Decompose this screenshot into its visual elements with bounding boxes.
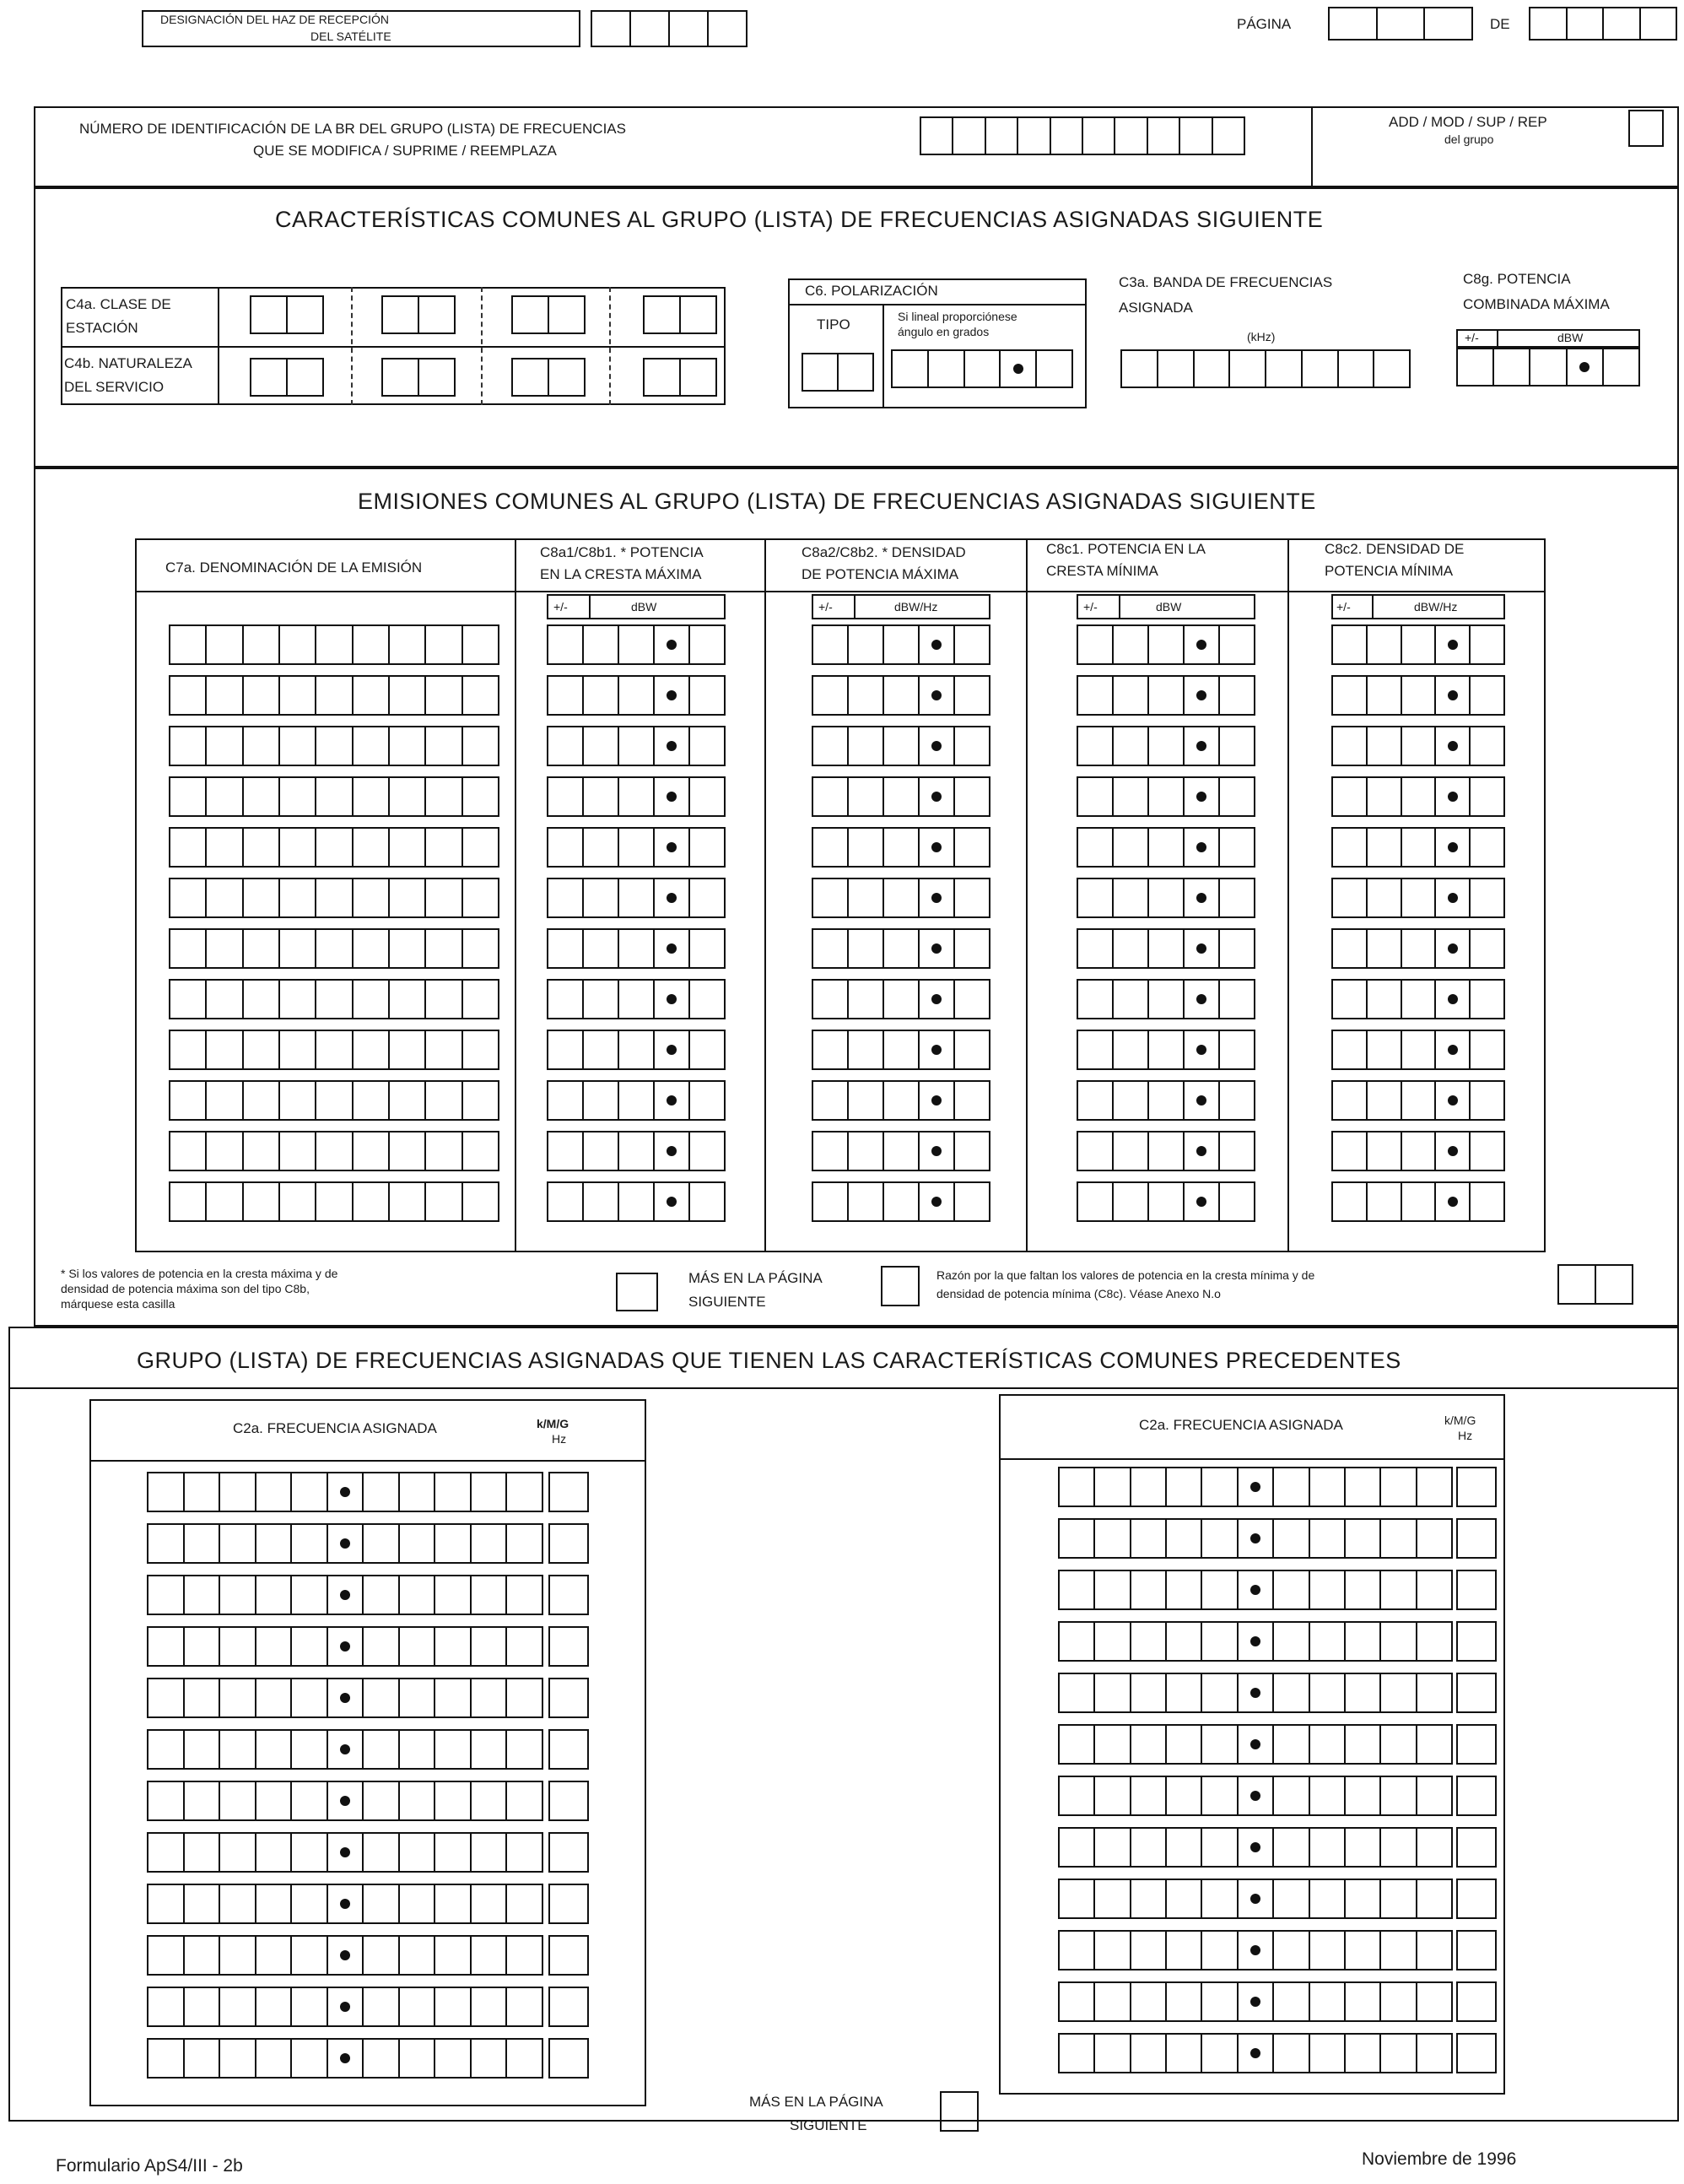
polarization-type-label: TIPO bbox=[817, 316, 850, 332]
emission-designation-field[interactable] bbox=[169, 928, 499, 969]
frequency-unit-field-right[interactable] bbox=[1456, 1776, 1497, 1816]
assigned-frequency-field-left[interactable] bbox=[147, 1832, 543, 1873]
max-peak-power-field[interactable] bbox=[547, 776, 726, 817]
min-peak-power-field[interactable] bbox=[1077, 1131, 1255, 1171]
frequency-unit-right-2: Hz bbox=[1458, 1429, 1473, 1442]
frequency-unit-field-right[interactable] bbox=[1456, 1467, 1497, 1507]
assigned-frequency-field-right[interactable] bbox=[1058, 1673, 1453, 1713]
emission-designation-field[interactable] bbox=[169, 726, 499, 766]
frequency-col-label-left: C2a. FRECUENCIA ASIGNADA bbox=[233, 1420, 437, 1436]
assigned-frequency-field-left[interactable] bbox=[147, 1884, 543, 1924]
modification-id-label-line1: NÚMERO DE IDENTIFICACIÓN DE LA BR DEL GRUPO (LISTA) DE FRECUENCIAS bbox=[79, 121, 626, 137]
page-label: PÁGINA bbox=[1237, 16, 1292, 32]
frequency-unit-field-right[interactable] bbox=[1456, 1724, 1497, 1765]
max-peak-power-field[interactable] bbox=[547, 624, 726, 665]
frequency-band-label-1: C3a. BANDA DE FRECUENCIAS bbox=[1119, 274, 1333, 290]
common-characteristics-title: CARACTERÍSTICAS COMUNES AL GRUPO (LISTA) DE FRECUENCIAS ASIGNADAS SIGUIENTE bbox=[275, 207, 1324, 232]
station-class-field-3[interactable] bbox=[511, 295, 586, 334]
frequency-unit-field-left[interactable] bbox=[548, 1575, 589, 1615]
max-power-density-field[interactable] bbox=[812, 1030, 990, 1070]
assigned-frequency-field-right[interactable] bbox=[1058, 2033, 1453, 2073]
max-power-label-1: C8g. POTENCIA bbox=[1463, 271, 1571, 287]
frequency-unit-field-right[interactable] bbox=[1456, 1827, 1497, 1868]
min-peak-power-field[interactable] bbox=[1077, 928, 1255, 969]
assigned-frequency-field-left[interactable] bbox=[147, 1472, 543, 1512]
unit-sign-col4: +/- bbox=[1083, 600, 1098, 614]
form-date: Noviembre de 1996 bbox=[1362, 2149, 1517, 2169]
frequencies-more-label-1: MÁS EN LA PÁGINA bbox=[749, 2094, 883, 2110]
min-power-density-field[interactable] bbox=[1331, 979, 1505, 1019]
frequency-unit-field-left[interactable] bbox=[548, 1626, 589, 1667]
missing-reason-line2: densidad de potencia mínima (C8c). Véase Anexo N.o bbox=[936, 1287, 1221, 1300]
max-power-density-header-2: DE POTENCIA MÁXIMA bbox=[802, 566, 959, 582]
assigned-frequency-field-right[interactable] bbox=[1058, 1879, 1453, 1919]
min-power-density-field[interactable] bbox=[1331, 726, 1505, 766]
max-peak-power-field[interactable] bbox=[547, 979, 726, 1019]
max-peak-power-field[interactable] bbox=[547, 1080, 726, 1121]
frequency-unit-field-left[interactable] bbox=[548, 1472, 589, 1512]
frequency-unit-field-right[interactable] bbox=[1456, 1518, 1497, 1559]
emission-designation-field[interactable] bbox=[169, 1181, 499, 1222]
emissions-more-label-2: SIGUIENTE bbox=[688, 1294, 766, 1310]
max-power-density-field[interactable] bbox=[812, 675, 990, 716]
c8b-note-line1: * Si los valores de potencia en la cresta máxima y de bbox=[61, 1267, 338, 1280]
frequency-unit-field-left[interactable] bbox=[548, 1523, 589, 1564]
unit-dbwhz-col5: dBW/Hz bbox=[1414, 600, 1458, 614]
min-peak-power-field[interactable] bbox=[1077, 624, 1255, 665]
min-power-density-field[interactable] bbox=[1331, 675, 1505, 716]
assigned-frequency-field-left[interactable] bbox=[147, 1781, 543, 1821]
action-code-sub: del grupo bbox=[1444, 132, 1494, 146]
emission-designation-field[interactable] bbox=[169, 1030, 499, 1070]
emission-designation-field[interactable] bbox=[169, 878, 499, 918]
action-code-field[interactable] bbox=[1628, 110, 1664, 147]
form-id: Formulario ApS4/III - 2b bbox=[56, 2156, 243, 2176]
page-number-field[interactable] bbox=[1328, 7, 1473, 41]
min-power-density-field[interactable] bbox=[1331, 928, 1505, 969]
station-class-label-1: C4a. CLASE DE bbox=[66, 296, 171, 312]
max-peak-power-field[interactable] bbox=[547, 1181, 726, 1222]
max-power-density-field[interactable] bbox=[812, 624, 990, 665]
missing-reason-line1: Razón por la que faltan los valores de potencia en la cresta mínima y de bbox=[936, 1268, 1315, 1282]
frequency-unit-field-right[interactable] bbox=[1456, 2033, 1497, 2073]
max-power-field[interactable] bbox=[1456, 348, 1640, 387]
service-nature-field-3[interactable] bbox=[511, 358, 586, 397]
assigned-frequency-field-right[interactable] bbox=[1058, 1724, 1453, 1765]
frequency-unit-field-left[interactable] bbox=[548, 1781, 589, 1821]
assigned-frequency-field-right[interactable] bbox=[1058, 1981, 1453, 2022]
assigned-frequency-field-left[interactable] bbox=[147, 1523, 543, 1564]
frequency-band-field[interactable] bbox=[1120, 349, 1411, 388]
station-class-label-2: ESTACIÓN bbox=[66, 320, 138, 336]
emission-designation-field[interactable] bbox=[169, 827, 499, 868]
polarization-angle-label-1: Si lineal proporciónese bbox=[898, 310, 1017, 323]
service-nature-field-2[interactable] bbox=[381, 358, 456, 397]
unit-dbw-col4: dBW bbox=[1156, 600, 1182, 614]
max-peak-power-header-2: EN LA CRESTA MÁXIMA bbox=[540, 566, 702, 582]
polarization-label: C6. POLARIZACIÓN bbox=[805, 283, 938, 299]
emissions-title: EMISIONES COMUNES AL GRUPO (LISTA) DE FRECUENCIAS ASIGNADAS SIGUIENTE bbox=[358, 489, 1316, 514]
assigned-frequency-field-left[interactable] bbox=[147, 1626, 543, 1667]
satellite-beam-label-line2: DEL SATÉLITE bbox=[310, 30, 391, 43]
satellite-beam-field[interactable] bbox=[591, 10, 748, 47]
frequency-unit-left-1: k/M/G bbox=[537, 1417, 569, 1430]
frequency-band-unit: (kHz) bbox=[1247, 330, 1276, 343]
c8b-note-line2: densidad de potencia máxima son del tipo C8b, bbox=[61, 1282, 310, 1295]
assigned-frequency-field-right[interactable] bbox=[1058, 1570, 1453, 1610]
assigned-frequency-field-right[interactable] bbox=[1058, 1827, 1453, 1868]
total-pages-field[interactable] bbox=[1529, 7, 1677, 41]
max-power-density-field[interactable] bbox=[812, 979, 990, 1019]
frequency-unit-field-right[interactable] bbox=[1456, 1570, 1497, 1610]
polarization-type-field[interactable] bbox=[802, 353, 874, 392]
min-power-density-field[interactable] bbox=[1331, 1131, 1505, 1171]
frequency-unit-left-2: Hz bbox=[552, 1432, 567, 1446]
frequency-unit-field-left[interactable] bbox=[548, 2038, 589, 2079]
min-peak-power-field[interactable] bbox=[1077, 878, 1255, 918]
max-power-density-field[interactable] bbox=[812, 928, 990, 969]
frequency-unit-field-right[interactable] bbox=[1456, 1673, 1497, 1713]
assigned-frequency-field-left[interactable] bbox=[147, 1575, 543, 1615]
frequency-unit-field-left[interactable] bbox=[548, 1832, 589, 1873]
polarization-angle-field[interactable] bbox=[891, 349, 1073, 388]
of-label: DE bbox=[1490, 16, 1510, 32]
modification-id-field[interactable] bbox=[920, 116, 1245, 155]
max-power-density-field[interactable] bbox=[812, 776, 990, 817]
action-code-label: ADD / MOD / SUP / REP bbox=[1389, 114, 1547, 130]
max-power-density-field[interactable] bbox=[812, 878, 990, 918]
frequency-unit-field-left[interactable] bbox=[548, 1729, 589, 1770]
unit-sign-col5: +/- bbox=[1336, 600, 1351, 614]
frequency-unit-field-right[interactable] bbox=[1456, 1621, 1497, 1662]
service-nature-field-1[interactable] bbox=[250, 358, 324, 397]
max-power-density-field[interactable] bbox=[812, 726, 990, 766]
min-peak-power-field[interactable] bbox=[1077, 1080, 1255, 1121]
service-nature-label-2: DEL SERVICIO bbox=[64, 379, 165, 395]
frequencies-more-label-2: SIGUIENTE bbox=[790, 2117, 867, 2133]
max-peak-power-field[interactable] bbox=[547, 827, 726, 868]
frequency-unit-field-left[interactable] bbox=[548, 1884, 589, 1924]
max-peak-power-header-1: C8a1/C8b1. * POTENCIA bbox=[540, 544, 704, 560]
service-nature-label-1: C4b. NATURALEZA bbox=[64, 355, 192, 371]
station-class-field-1[interactable] bbox=[250, 295, 324, 334]
emissions-more-checkbox[interactable] bbox=[881, 1266, 920, 1306]
satellite-beam-label-line1: DESIGNACIÓN DEL HAZ DE RECEPCIÓN bbox=[160, 13, 389, 26]
frequency-unit-field-right[interactable] bbox=[1456, 1930, 1497, 1970]
min-power-density-field[interactable] bbox=[1331, 1181, 1505, 1222]
max-power-density-field[interactable] bbox=[812, 1131, 990, 1171]
unit-dbw-col2: dBW bbox=[631, 600, 657, 614]
min-power-density-field[interactable] bbox=[1331, 878, 1505, 918]
frequency-unit-right-1: k/M/G bbox=[1444, 1414, 1476, 1427]
assigned-frequency-field-right[interactable] bbox=[1058, 1467, 1453, 1507]
min-peak-power-header-1: C8c1. POTENCIA EN LA bbox=[1046, 541, 1206, 557]
modification-id-label-line2: QUE SE MODIFICA / SUPRIME / REEMPLAZA bbox=[253, 143, 557, 159]
min-peak-power-field[interactable] bbox=[1077, 675, 1255, 716]
max-peak-power-field[interactable] bbox=[547, 1030, 726, 1070]
max-power-label-2: COMBINADA MÁXIMA bbox=[1463, 296, 1610, 312]
unit-sign-col2: +/- bbox=[553, 600, 568, 614]
frequency-unit-field-left[interactable] bbox=[548, 1678, 589, 1718]
unit-dbwhz-col3: dBW/Hz bbox=[894, 600, 938, 614]
max-power-density-header-1: C8a2/C8b2. * DENSIDAD bbox=[802, 544, 966, 560]
min-peak-power-field[interactable] bbox=[1077, 979, 1255, 1019]
emission-designation-field[interactable] bbox=[169, 1131, 499, 1171]
assigned-frequency-field-left[interactable] bbox=[147, 1729, 543, 1770]
min-power-density-header-2: POTENCIA MÍNIMA bbox=[1325, 563, 1454, 579]
max-power-density-field[interactable] bbox=[812, 1181, 990, 1222]
emission-designation-field[interactable] bbox=[169, 776, 499, 817]
min-power-density-field[interactable] bbox=[1331, 1080, 1505, 1121]
emission-designation-field[interactable] bbox=[169, 1080, 499, 1121]
max-peak-power-field[interactable] bbox=[547, 928, 726, 969]
frequencies-title: GRUPO (LISTA) DE FRECUENCIAS ASIGNADAS QUE TIENEN LAS CARACTERÍSTICAS COMUNES PRECEDENTES bbox=[137, 1348, 1401, 1373]
assigned-frequency-field-left[interactable] bbox=[147, 2038, 543, 2079]
frequency-unit-field-left[interactable] bbox=[548, 1987, 589, 2027]
emissions-more-label-1: MÁS EN LA PÁGINA bbox=[688, 1270, 823, 1286]
emission-designation-field[interactable] bbox=[169, 979, 499, 1019]
emission-designation-field[interactable] bbox=[169, 675, 499, 716]
min-peak-power-field[interactable] bbox=[1077, 726, 1255, 766]
max-peak-power-field[interactable] bbox=[547, 1131, 726, 1171]
max-peak-power-field[interactable] bbox=[547, 726, 726, 766]
assigned-frequency-field-left[interactable] bbox=[147, 1987, 543, 2027]
frequency-col-label-right: C2a. FRECUENCIA ASIGNADA bbox=[1139, 1417, 1343, 1433]
min-peak-power-header-2: CRESTA MÍNIMA bbox=[1046, 563, 1158, 579]
max-power-sign: +/- bbox=[1465, 331, 1479, 344]
min-peak-power-field[interactable] bbox=[1077, 1030, 1255, 1070]
max-power-density-field[interactable] bbox=[812, 1080, 990, 1121]
assigned-frequency-field-right[interactable] bbox=[1058, 1518, 1453, 1559]
min-power-density-field[interactable] bbox=[1331, 1030, 1505, 1070]
max-peak-power-field[interactable] bbox=[547, 878, 726, 918]
frequency-band-label-2: ASIGNADA bbox=[1119, 300, 1193, 316]
frequency-unit-field-left[interactable] bbox=[548, 1935, 589, 1976]
min-power-density-field[interactable] bbox=[1331, 827, 1505, 868]
min-peak-power-field[interactable] bbox=[1077, 1181, 1255, 1222]
unit-sign-col3: +/- bbox=[818, 600, 833, 614]
assigned-frequency-field-right[interactable] bbox=[1058, 1930, 1453, 1970]
min-peak-power-field[interactable] bbox=[1077, 827, 1255, 868]
assigned-frequency-field-right[interactable] bbox=[1058, 1621, 1453, 1662]
min-power-density-field[interactable] bbox=[1331, 624, 1505, 665]
min-power-density-header-1: C8c2. DENSIDAD DE bbox=[1325, 541, 1465, 557]
assigned-frequency-field-left[interactable] bbox=[147, 1678, 543, 1718]
min-power-density-field[interactable] bbox=[1331, 776, 1505, 817]
min-peak-power-field[interactable] bbox=[1077, 776, 1255, 817]
c8b-checkbox[interactable] bbox=[616, 1273, 658, 1311]
assigned-frequency-field-left[interactable] bbox=[147, 1935, 543, 1976]
c8b-note-line3: márquese esta casilla bbox=[61, 1297, 175, 1311]
station-class-field-4[interactable] bbox=[643, 295, 717, 334]
emission-designation-field[interactable] bbox=[169, 624, 499, 665]
station-class-field-2[interactable] bbox=[381, 295, 456, 334]
service-nature-field-4[interactable] bbox=[643, 358, 717, 397]
annex-number-field[interactable] bbox=[1557, 1264, 1633, 1305]
max-power-header bbox=[1456, 329, 1640, 348]
max-power-unit: dBW bbox=[1557, 331, 1584, 344]
emission-designation-header: C7a. DENOMINACIÓN DE LA EMISIÓN bbox=[165, 560, 423, 576]
max-peak-power-field[interactable] bbox=[547, 675, 726, 716]
assigned-frequency-field-right[interactable] bbox=[1058, 1776, 1453, 1816]
frequency-unit-field-right[interactable] bbox=[1456, 1879, 1497, 1919]
frequencies-more-checkbox[interactable] bbox=[940, 2091, 979, 2132]
frequency-unit-field-right[interactable] bbox=[1456, 1981, 1497, 2022]
polarization-angle-label-2: ángulo en grados bbox=[898, 325, 990, 338]
max-power-density-field[interactable] bbox=[812, 827, 990, 868]
